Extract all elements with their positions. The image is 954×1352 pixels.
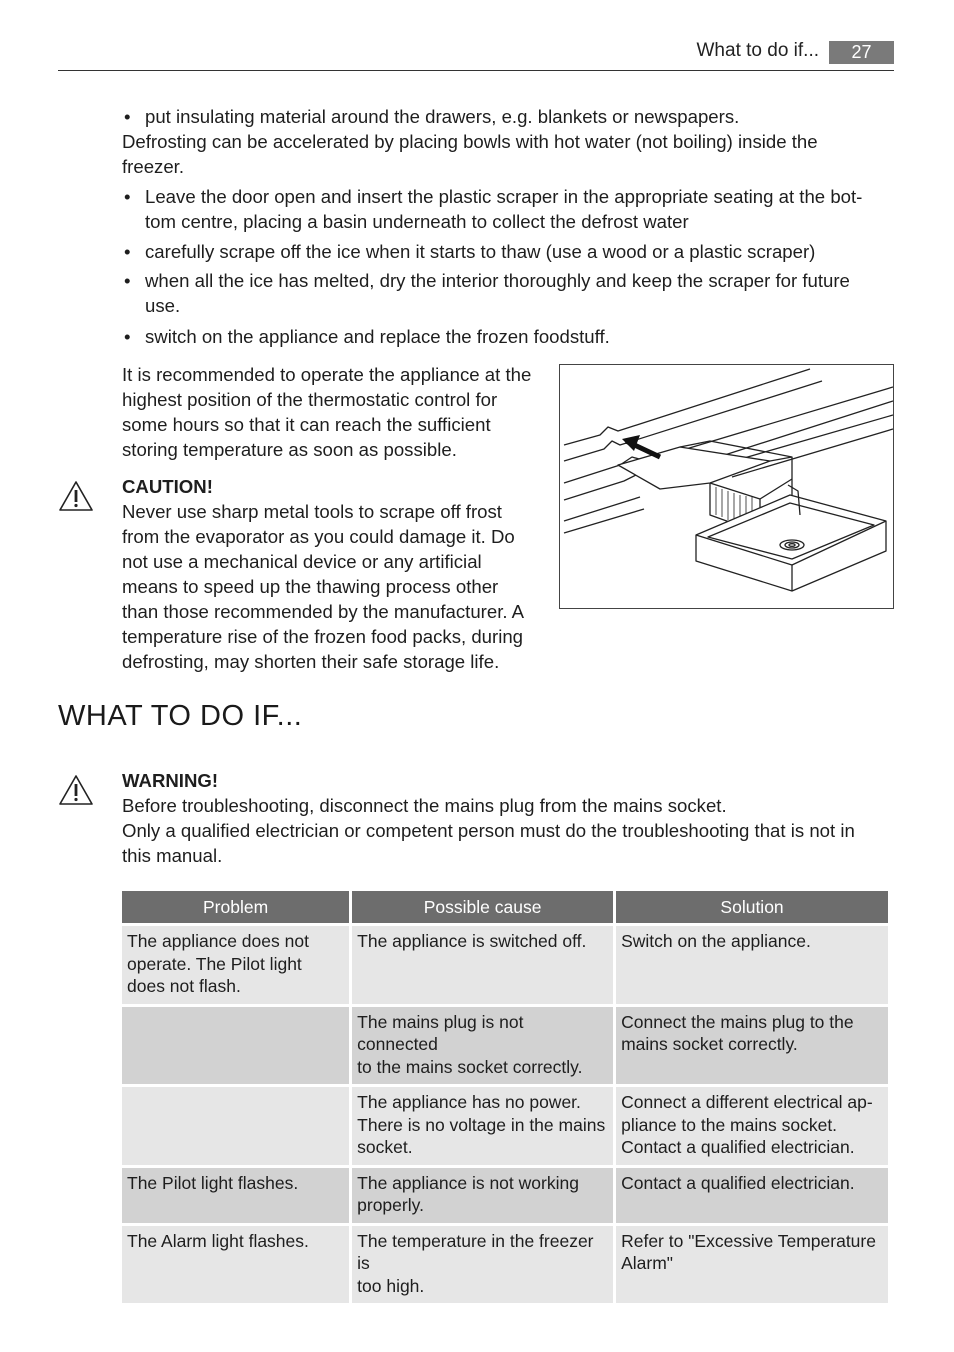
cell-line: The appliance has no power. (357, 1092, 581, 1112)
problem-cell (122, 926, 349, 1004)
bullet-item (122, 184, 894, 234)
solution-cell (616, 926, 888, 1004)
caution-line: from the evaporator as you could damage it. Do (122, 526, 515, 547)
warning-icon (58, 774, 94, 806)
bullet-dot: • (124, 186, 131, 207)
problem-cell (122, 1226, 349, 1304)
cause-cell (352, 1168, 613, 1223)
cell-line: The appliance does not (127, 931, 309, 951)
bullet-item (122, 239, 894, 264)
bullet-text: when all the ice has melted, dry the interior thoroughly and keep the scraper for future (145, 270, 850, 291)
caution-heading: CAUTION! (122, 476, 213, 497)
cell-line: There is no voltage in the mains (357, 1114, 606, 1135)
cell-line: Contact a qualified electrician. (621, 1137, 855, 1157)
cell-line: The mains plug is not connected (357, 1011, 524, 1054)
column-header-cause: Possible cause (352, 891, 613, 923)
caution-line: means to speed up the thawing process other (122, 576, 499, 597)
troubleshooting-table (119, 888, 891, 1306)
cell-line: Contact a qualified electrician. (621, 1172, 855, 1193)
intro-bullet-text: put insulating material around the drawers, e.g. blankets or newspapers. (145, 106, 740, 127)
cell-line: The appliance is switched off. (357, 931, 587, 951)
bullet-dot: • (124, 106, 131, 127)
cell-line: Switch on the appliance. (621, 931, 811, 951)
recommendation-line: some hours so that it can reach the sufficient (122, 414, 491, 435)
problem-cell (122, 1007, 349, 1085)
cell-line: Alarm" (621, 1253, 674, 1273)
cause-cell (352, 1007, 613, 1085)
cell-line: mains socket correctly. (621, 1034, 798, 1054)
warning-block (122, 768, 894, 868)
section-title: WHAT TO DO IF... (58, 700, 303, 732)
solution-cell (616, 1087, 888, 1165)
warning-line: this manual. (122, 845, 223, 866)
solution-cell (616, 1168, 888, 1223)
bullet-text: carefully scrape off the ice when it starts to thaw (use a wood or a plastic scraper) (145, 241, 816, 262)
page-number: 27 (829, 41, 894, 64)
bullet-dot: • (124, 241, 131, 262)
cell-line: pliance to the mains socket. (621, 1114, 838, 1135)
caution-line: defrosting, may shorten their safe storage life. (122, 651, 500, 672)
problem-cell (122, 1168, 349, 1223)
table-row (122, 1087, 888, 1165)
recommendation-paragraph (122, 362, 552, 462)
caution-line: not use a mechanical device or any artificial (122, 551, 482, 572)
cell-line: operate. The Pilot light (127, 953, 302, 974)
solution-cell (616, 1226, 888, 1304)
running-header: What to do if... (696, 40, 819, 61)
table-row (122, 926, 888, 1004)
solution-cell (616, 1007, 888, 1085)
intro-paragraph-line-1: Defrosting can be accelerated by placing bowls with hot water (not boiling) inside the (122, 131, 818, 152)
caution-line: temperature rise of the frozen food packs, during (122, 626, 524, 647)
cell-line: The temperature in the freezer is (357, 1230, 594, 1273)
bullet-text: Leave the door open and insert the plastic scraper in the appropriate seating at the bot- (145, 186, 863, 207)
table-row (122, 1007, 888, 1085)
intro-bullet (122, 104, 894, 129)
recommendation-line: storing temperature as soon as possible. (122, 439, 457, 460)
bullet-item (122, 324, 894, 349)
warning-line: Only a qualified electrician or competent person must do the troubleshooting that is not in (122, 820, 855, 841)
caution-line: than those recommended by the manufacturer. A (122, 601, 525, 622)
table-header-row (122, 891, 888, 923)
cause-cell (352, 1087, 613, 1165)
table-row (122, 1226, 888, 1304)
cell-line: The Pilot light flashes. (127, 1172, 299, 1193)
cell-line: Refer to "Excessive Temperature (621, 1230, 876, 1251)
bullet-text: tom centre, placing a basin underneath to collect the defrost water (145, 211, 689, 232)
column-header-problem: Problem (122, 891, 349, 923)
column-header-solution: Solution (616, 891, 888, 923)
cell-line: The appliance is not working (357, 1172, 579, 1193)
cell-line: Connect a different electrical ap- (621, 1092, 873, 1112)
caution-block (122, 474, 552, 674)
cell-line: properly. (357, 1195, 424, 1215)
caution-line: Never use sharp metal tools to scrape off frost (122, 501, 502, 522)
bullet-text: use. (145, 295, 181, 316)
defrost-scraper-illustration (559, 364, 894, 609)
cell-line: does not flash. (127, 976, 241, 996)
cell-line: too high. (357, 1275, 425, 1296)
warning-line: Before troubleshooting, disconnect the mains plug from the mains socket. (122, 795, 727, 816)
cause-cell (352, 1226, 613, 1304)
bullet-dot: • (124, 270, 131, 291)
problem-cell (122, 1087, 349, 1165)
cell-line: Connect the mains plug to the (621, 1011, 854, 1032)
bullet-text: switch on the appliance and replace the frozen foodstuff. (145, 326, 610, 347)
table-row (122, 1168, 888, 1223)
recommendation-line: highest position of the thermostatic control for (122, 389, 498, 410)
header-rule (58, 70, 894, 71)
cell-line: The Alarm light flashes. (127, 1230, 309, 1251)
cell-line: socket. (357, 1137, 413, 1157)
cell-line: to the mains socket correctly. (357, 1056, 583, 1077)
warning-heading: WARNING! (122, 770, 219, 791)
recommendation-line: It is recommended to operate the appliance at the (122, 364, 532, 385)
intro-paragraph-line-2: freezer. (122, 156, 185, 177)
scraper-basin-drawing (560, 365, 893, 608)
bullet-dot: • (124, 326, 131, 347)
cause-cell (352, 926, 613, 1004)
bullet-item (122, 268, 894, 318)
caution-warning-icon (58, 480, 94, 512)
